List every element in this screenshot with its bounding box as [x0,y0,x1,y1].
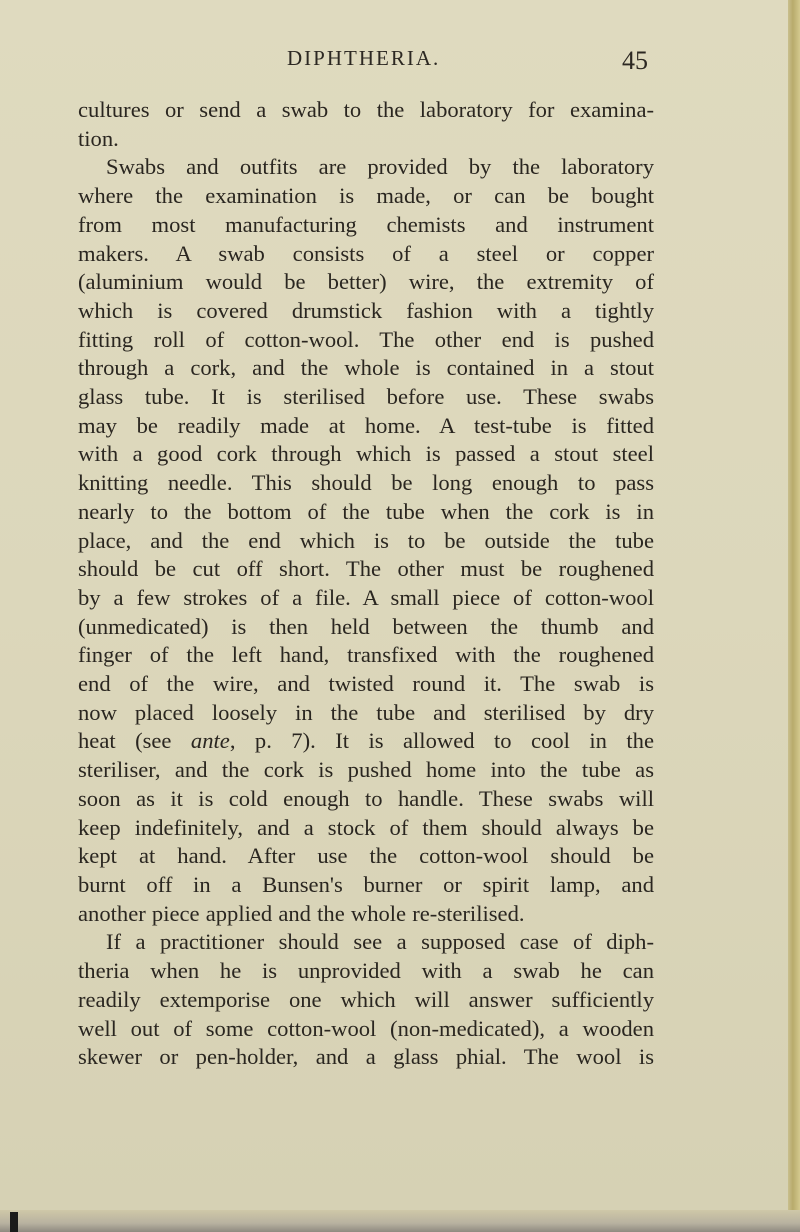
text-line: Swabs and outfits are provided by the laboratory [106,154,654,180]
text-line: skewer or pen-holder, and a glass phial. The wool is [78,1044,654,1070]
text-line: cultures or send a swab to the laboratory for examina- [78,97,654,122]
text-line: keep indefinitely, and a stock of them should always be [78,814,654,840]
text-line: finger of the left hand, transfixed with the roughened [78,642,654,668]
page-edge [788,0,800,1232]
text-line: (unmedicated) is then held between the thumb and [78,613,654,639]
text-line: readily extemporise one which will answer sufficiently [78,986,654,1012]
text-line: steriliser, and the cork is pushed home into the tube as [78,757,654,783]
text-line: glass tube. It is sterilised before use. These swabs [78,384,654,410]
text-line: If a practitioner should see a supposed case of diph- [106,929,654,955]
text-line: place, and the end which is to be outside the tube [78,527,654,553]
text-line: end of the wire, and twisted round it. The swab is [78,671,654,697]
text-line: knitting needle. This should be long enough to pass [78,470,654,496]
text-line: with a good cork through which is passed a stout steel [78,441,654,467]
italic-word: ante [190,728,230,754]
text-line: nearly to the bottom of the tube when the cork is in [78,498,654,524]
running-head [0,46,800,86]
text-line: may be readily made at home. A test-tube is fitted [78,412,654,438]
text-line: another piece applied and the whole re-sterilised. [78,900,525,926]
text-line: soon as it is cold enough to handle. These swabs will [78,785,654,811]
text-line: heat (see ante, p. 7). It is allowed to cool in the [78,728,654,754]
body-text [78,96,654,1072]
text-line: makers. A swab consists of a steel or copper [78,240,654,266]
text-line: kept at hand. After use the cotton-wool should be [78,843,654,869]
corner-mark [10,1212,18,1232]
text-line: theria when he is unprovided with a swab he can [78,958,654,984]
text-line: through a cork, and the whole is contained in a stout [78,355,654,381]
text-line: burnt off in a Bunsen's burner or spirit lamp, and [78,871,654,897]
text-line: now placed loosely in the tube and sterilised by dry [78,699,654,725]
text-line: should be cut off short. The other must be roughened [78,556,654,582]
text-line: fitting roll of cotton-wool. The other end is pushed [78,326,654,352]
running-title: DIPHTHERIA. [287,46,441,70]
page-number: 45 [622,46,648,75]
text-line: from most manufacturing chemists and instrument [78,211,654,237]
text-line: tion. [78,125,119,151]
text-line: by a few strokes of a file. A small piece of cotton-wool [78,584,654,610]
page-bottom-edge [0,1210,800,1232]
text-line: which is covered drumstick fashion with a tightly [78,297,654,323]
text-line: (aluminium would be better) wire, the extremity of [78,269,654,295]
text-line: where the examination is made, or can be bought [78,183,654,209]
text-line: well out of some cotton-wool (non-medicated), a wooden [78,1015,654,1041]
